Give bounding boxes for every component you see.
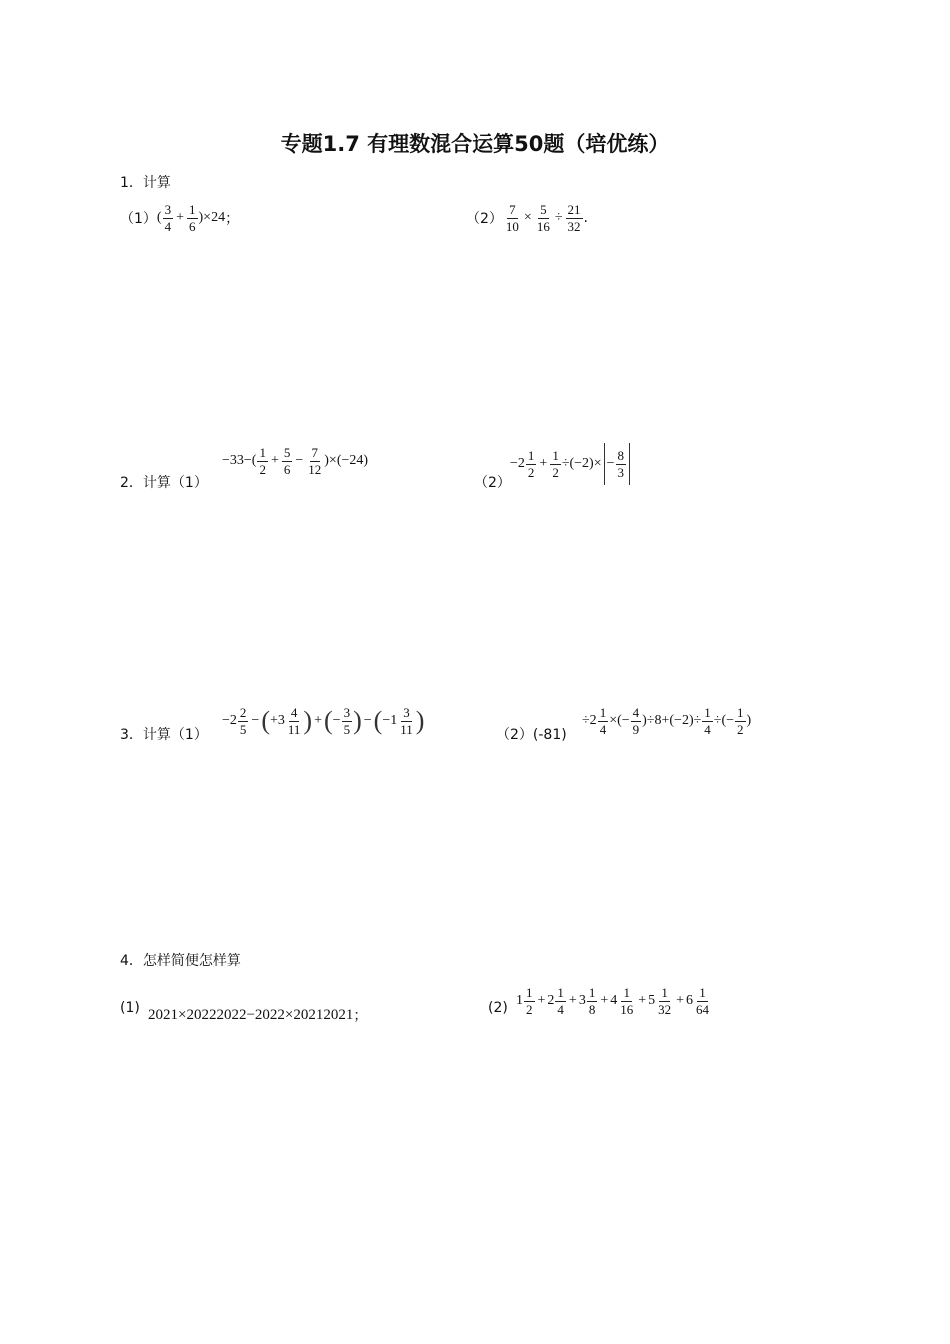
question-2-part-2 [510,443,632,485]
question-1-part-2: （2） $\frac{7}{10}$ × $\frac{5}{16}$ ÷ $\frac{21}{32}$ . [466,202,588,234]
fraction: $\frac{1}{4}$ [704,705,711,737]
question-3-part-1 [222,706,424,736]
page-title: 专题1.7 有理数混合运算50题（培优练） [280,132,670,156]
question-3-part-2 [582,706,751,736]
fraction: $\frac{1}{4}$ [557,985,564,1017]
fraction: $\frac{1}{4}$ [599,705,607,737]
question-2-part-2-label: （2） [474,475,511,491]
part-label: （2） [466,211,503,228]
abs-bar [629,443,630,485]
expression: −33−( $\frac{1}{2}$ + $\frac{5}{6}$ − $\frac{7}{12}$ )×(−24) [222,445,369,477]
question-4-part-2 [516,986,712,1016]
question-1-heading: 1．计算 [120,175,171,191]
fraction: $\frac{21}{32}$ [567,202,581,234]
question-4-part-2-label: (2) [488,1000,508,1016]
expression: −2 $\frac{1}{2}$ + $\frac{1}{2}$ ÷(−2)× − $\frac{8}{3}$ [510,443,632,485]
part-label: （1） [120,211,157,228]
fraction: $\frac{1}{2}$ [259,445,266,477]
fraction: $\frac{1}{8}$ [588,985,596,1017]
expression: ( $\frac{3}{4}$ + $\frac{1}{6}$ ) ×24 [156,202,226,234]
fraction: $\frac{4}{9}$ [632,705,640,737]
fraction: $\frac{1}{64}$ [696,985,710,1017]
fraction: $\frac{1}{32}$ [658,985,672,1017]
expression: 1 $\frac{1}{2}$ + 2 $\frac{1}{4}$ + 3 $\frac{1}{8}$ + 4 $\frac{1}{16}$ + 5 $\frac{1}{32}$ + 6 $\frac{1}{64}$ [516,985,710,1017]
expression: $\frac{7}{10}$ × $\frac{5}{16}$ ÷ $\frac{21}{32}$ [505,202,581,234]
abs-bar [604,443,605,485]
fraction: $\frac{7}{10}$ [505,202,519,234]
question-4-heading: 4．怎样简便怎样算 [120,953,241,969]
fraction: $\frac{8}{3}$ [617,447,625,480]
fraction: $\frac{4}{11}$ [287,705,301,737]
fraction: $\frac{1}{2}$ [552,447,559,480]
question-4-part-1-label: (1) [120,1000,140,1016]
fraction: $\frac{1}{16}$ [620,985,634,1017]
fraction: $\frac{3}{11}$ [400,705,413,737]
question-3-heading: 3．计算（1） [120,727,208,743]
question-2-heading: 2．计算（1） [120,475,208,491]
fraction: $\frac{1}{2}$ [527,447,535,480]
fraction: $\frac{1}{6}$ [189,202,196,234]
fraction: $\frac{1}{2}$ [526,985,533,1017]
fraction: $\frac{3}{5}$ [343,705,351,737]
question-3-part-2-label: （2）(-81) [496,727,567,743]
fraction: $\frac{1}{2}$ [737,705,744,737]
fraction: $\frac{3}{4}$ [164,202,172,234]
fraction: $\frac{5}{6}$ [283,445,291,477]
fraction: $\frac{5}{16}$ [536,202,550,234]
expression: 2021×20222022−2022×20212021 [148,1006,354,1023]
question-2-part-1 [222,446,368,476]
question-4-part-1: 2021×20222022−2022×20212021 ； [148,1006,368,1024]
expression: ÷2 $\frac{1}{4}$ ×(− $\frac{4}{9}$ )÷8+(−2)÷ $\frac{1}{4}$ ÷(− $\frac{1}{2}$ ) [582,705,752,737]
fraction: $\frac{7}{12}$ [308,445,322,477]
question-1-part-1: （1） ( $\frac{3}{4}$ + $\frac{1}{6}$ ) ×24 ； [120,202,240,234]
expression: −2 $\frac{2}{5}$ − ( +3 $\frac{4}{11}$ ) + ( − $\frac{3}{5}$ ) − ( −1 $\frac{3}{11}$ ) [222,705,425,737]
fraction: $\frac{2}{5}$ [239,705,247,737]
